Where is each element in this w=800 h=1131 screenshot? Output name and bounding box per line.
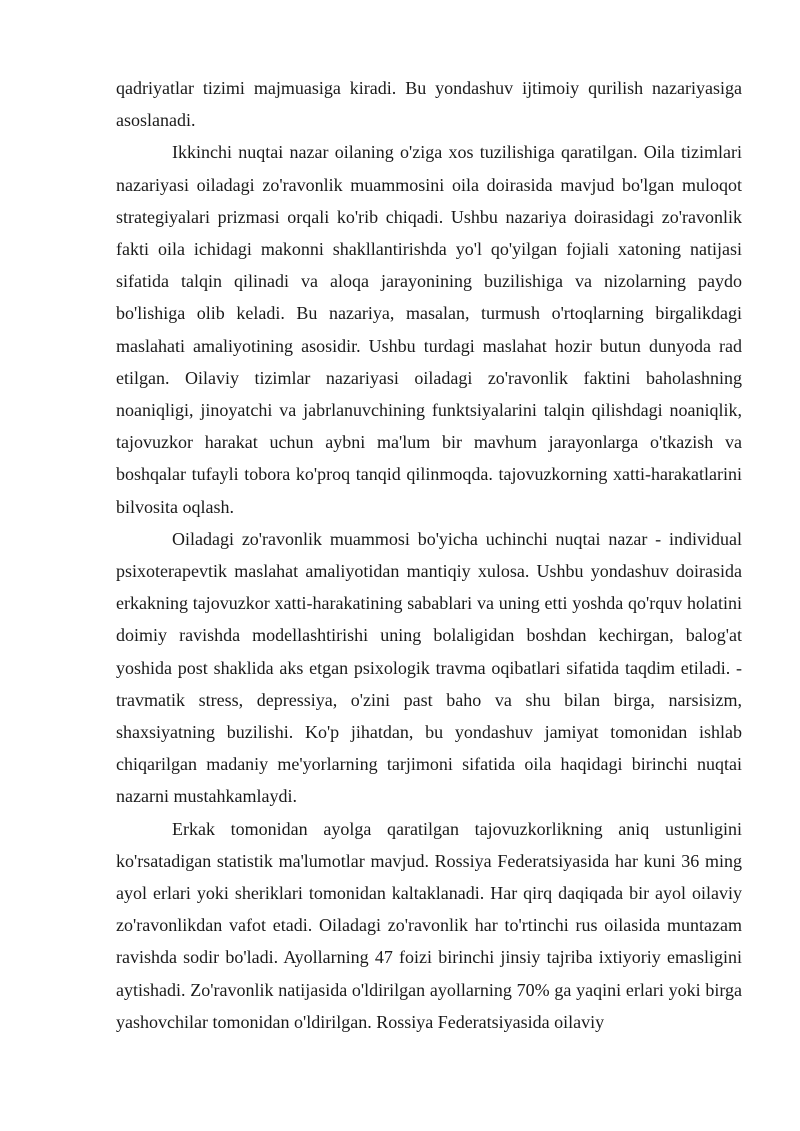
paragraph-statistics: Erkak tomonidan ayolga qaratilgan tajovuzkorlikning aniq ustunligini ko'rsatadigan statistik ma'lumotlar mavjud. Rossiya Federatsiyasida har kuni 36 ming ayol erlari yoki sheriklari tomonidan kaltaklanadi. Har qirq daqiqada bir ayol oilaviy zo'ravonlikdan vafot etadi. Oiladagi zo'ravonlik har to'rtinchi rus oilasida muntazam ravishda sodir bo'ladi. Ayollarning 47 foizi birinchi jinsiy tajriba ixtiyoriy emasligini aytishadi. Zo'ravonlik natijasida o'ldirilgan ayollarning 70% ga yaqini erlari yoki birga yashovchilar tomonidan o'ldirilgan. Rossiya Federatsiyasida oilaviy	[116, 818, 742, 1032]
paragraph-continuation: qadriyatlar tizimi majmuasiga kiradi. Bu yondashuv ijtimoiy qurilish nazariyasiga asoslanadi.	[116, 78, 742, 131]
paragraph-second-viewpoint: Ikkinchi nuqtai nazar oilaning o'ziga xos tuzilishiga qaratilgan. Oila tizimlari nazariyasi oiladagi zo'ravonlik muammosini oila doirasida mavjud bo'lgan muloqot strategiyalari prizmasi orqali ko'rib chiqadi. Ushbu nazariya doirasidagi zo'ravonlik fakti oila ichidagi makonni shakllantirishda yo'l qo'yilgan fojiali xatoning natijasi sifatida talqin qilinadi va aloqa jarayonining buzilishiga va nizolarning paydo bo'lishiga olib keladi. Bu nazariya, masalan, turmush o'rtoqlarning birgalikdagi maslahati amaliyotining asosidir. Ushbu turdagi maslahat hozir butun dunyoda rad etilgan. Oilaviy tizimlar nazariyasi oiladagi zo'ravonlik faktini baholashning noaniqligi, jinoyatchi va jabrlanuvchining funktsiyalarini talqin qilishdagi noaniqlik, tajovuzkor harakat uchun aybni ma'lum bir mavhum jarayonlarga o'tkazish va boshqalar tufayli tobora ko'proq tanqid qilinmoqda. tajovuzkorning xatti-harakatlarini bilvosita oqlash.	[116, 142, 742, 517]
document-body	[116, 72, 742, 1038]
paragraph-third-viewpoint: Oiladagi zo'ravonlik muammosi bo'yicha uchinchi nuqtai nazar - individual psixoterapevtik maslahat amaliyotidan mantiqiy xulosa. Ushbu yondashuv doirasida erkakning tajovuzkor xatti-harakatining sabablari va uning etti yoshda qo'rquv holatini doimiy ravishda modellashtirishi uning bolaligidan boshdan kechirgan, balog'at yoshida post shaklida aks etgan psixologik travma oqibatlari sifatida taqdim etiladi. - travmatik stress, depressiya, o'zini past baho va shu bilan birga, narsisizm, shaxsiyatning buzilishi. Ko'p jihatdan, bu yondashuv jamiyat tomonidan ishlab chiqarilgan madaniy me'yorlarning tarjimoni sifatida oila haqidagi birinchi nuqtai nazarni mustahkamlaydi.	[116, 528, 742, 807]
